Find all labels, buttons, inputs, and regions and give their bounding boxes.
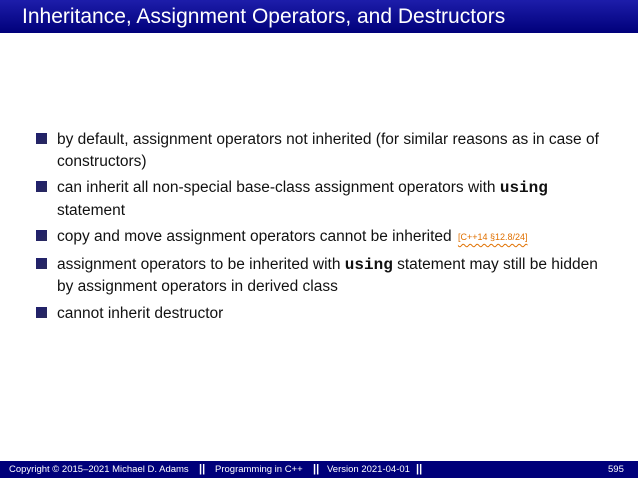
bullet-square-icon [36,230,47,241]
footer-course: Programming in C++ [215,464,303,475]
standard-reference-link[interactable]: [C++14 §12.8/24] [457,232,528,242]
footer-separator: || [199,463,206,475]
bullet-text: by default, assignment operators not inherited (for similar reasons as in case of constructors) [57,131,599,170]
bullet-item [36,303,616,325]
bullet-item [36,129,616,172]
bullet-square-icon [36,307,47,318]
bullet-square-icon [36,133,47,144]
code-keyword: using [499,179,548,197]
bullet-text: cannot inherit destructor [57,304,224,322]
bullet-item [36,254,616,298]
footer-copyright: Copyright © 2015–2021 Michael D. Adams [9,464,189,475]
footer-separator: || [313,463,320,475]
bullet-text: can inherit all non-special base-class assignment operators with using statement [57,179,548,219]
footer-page-number: 595 [608,464,624,475]
footer-bar [0,461,638,478]
slide-title: Inheritance, Assignment Operators, and Destructors [22,5,506,28]
bullet-square-icon [36,181,47,192]
bullet-square-icon [36,258,47,269]
bullet-list [36,129,616,329]
footer-separator: || [416,463,423,475]
bullet-text: assignment operators to be inherited with using statement may still be hidden by assignment operators in derived class [57,255,598,295]
slide-title-bar [0,0,638,33]
bullet-item [36,226,616,249]
bullet-item [36,177,616,221]
footer-version: Version 2021-04-01 [327,464,410,475]
code-keyword: using [344,255,393,274]
bullet-text: copy and move assignment operators cannot be inherited [C++14 §12.8/24] [57,228,528,245]
